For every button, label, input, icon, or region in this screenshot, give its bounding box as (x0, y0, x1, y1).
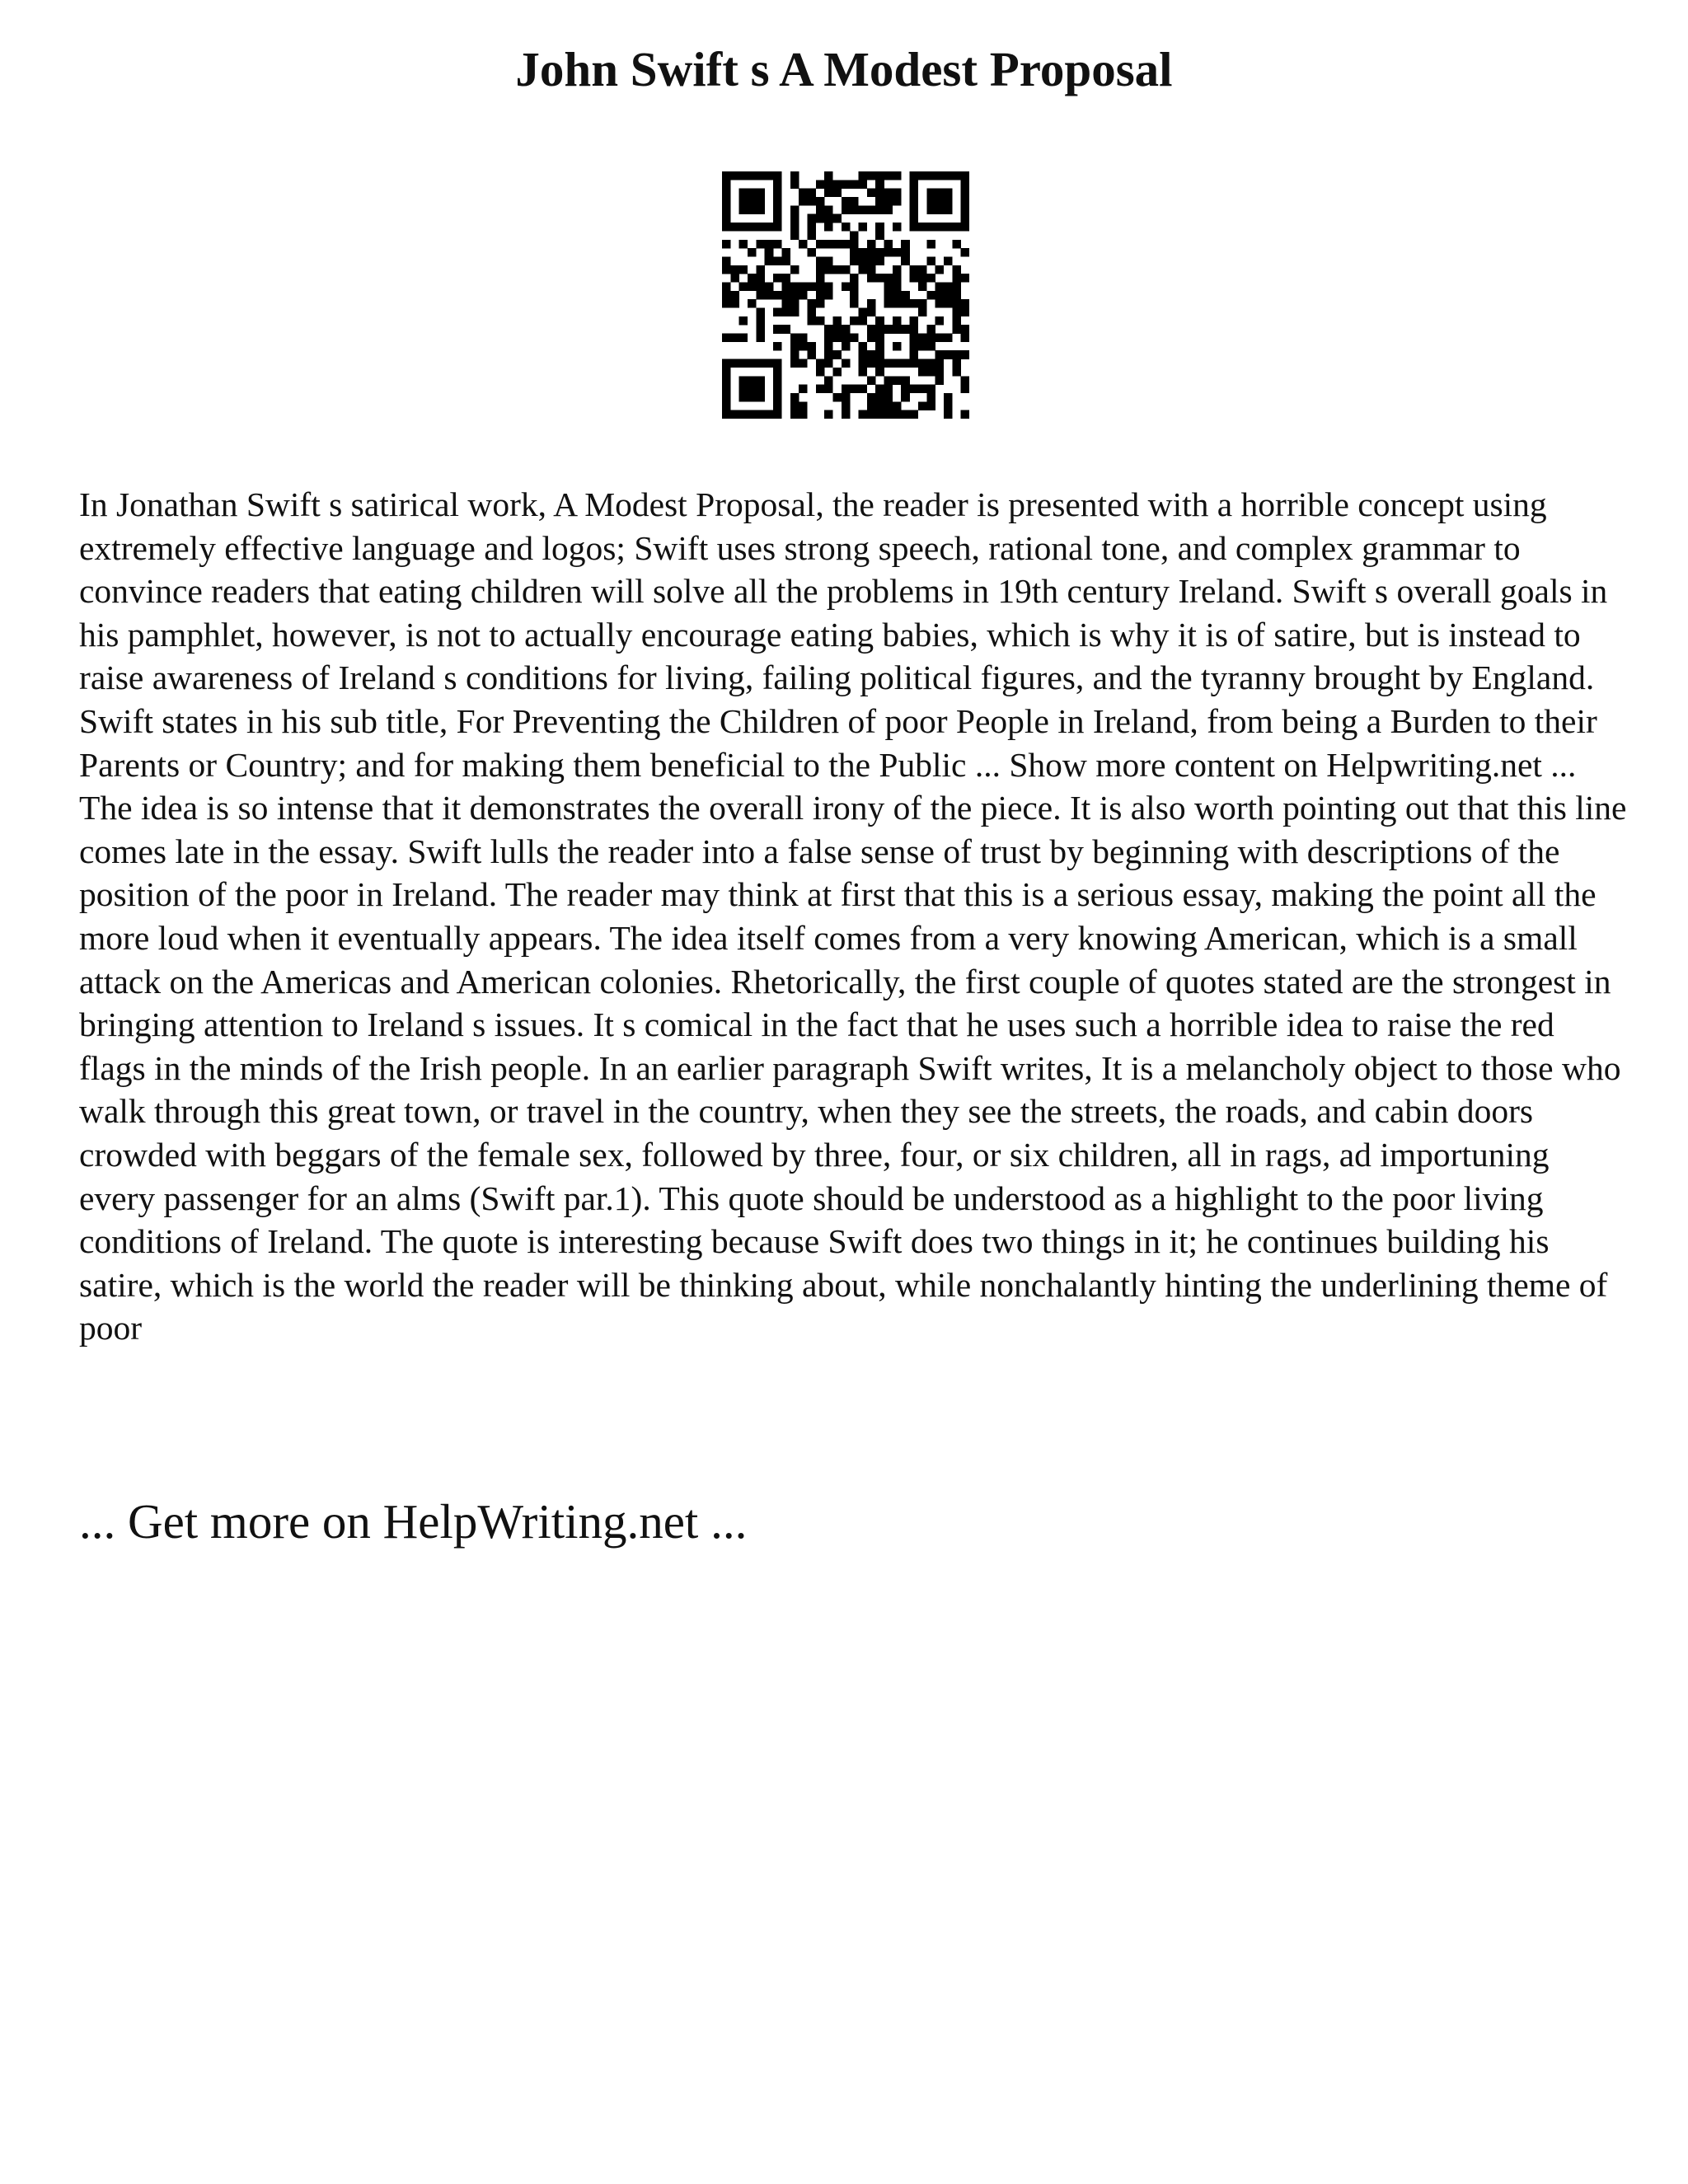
document-body (79, 483, 1629, 1350)
paragraph-2: The idea is so intense that it demonstrates the overall irony of the piece. It is also worth pointing out that this line comes late in the essay. Swift lulls the reader into a false sense of trust by beginning with descriptions of the position of the poor in Ireland. The reader may think at first that this is a serious essay, making the point all the more loud when it eventually appears. The idea itself comes from a very knowing American, which is a small attack on the Americas and American colonies. Rhetorically, the first couple of quotes stated are the strongest in bringing attention to Ireland s issues. It s comical in the fact that he uses such a horrible idea to raise the red flags in the minds of the Irish people. In an earlier paragraph Swift writes, It is a melancholy object to those who walk through this great town, or travel in the country, when they see the streets, the roads, and cabin doors crowded with beggars of the female sex, followed by three, four, or six children, all in rags, ad importuning every passenger for an alms (Swift par.1). This quote should be understood as a highlight to the poor living conditions of Ireland. The quote is interesting because Swift does two things in it; he continues building his satire, which is the world the reader will be thinking about, while nonchalantly hinting the underlining theme of poor (79, 789, 1627, 1347)
qr-code-icon (722, 171, 969, 419)
get-more-link[interactable]: ... Get more on HelpWriting.net ... (79, 1494, 748, 1549)
paragraph-1: In Jonathan Swift s satirical work, A Modest Proposal, the reader is presented with a horrible concept using extremely effective language and logos; Swift uses strong speech, rational tone, and complex grammar to convince readers that eating children will solve all the problems in 19th century Ireland. Swift s overall goals in his pamphlet, however, is not to actually encourage eating babies, which is why it is of satire, but is instead to raise awareness of Ireland s conditions for living, failing political figures, and the tyranny brought by England. Swift states in his sub title, For Preventing the Children of poor People in Ireland, from being a Burden to their Parents or Country; and for making them beneficial to the Public ... Show more content on Helpwriting.net ... (79, 485, 1608, 784)
document-title: John Swift s A Modest Proposal (515, 42, 1173, 96)
qr-code[interactable] (722, 171, 969, 419)
